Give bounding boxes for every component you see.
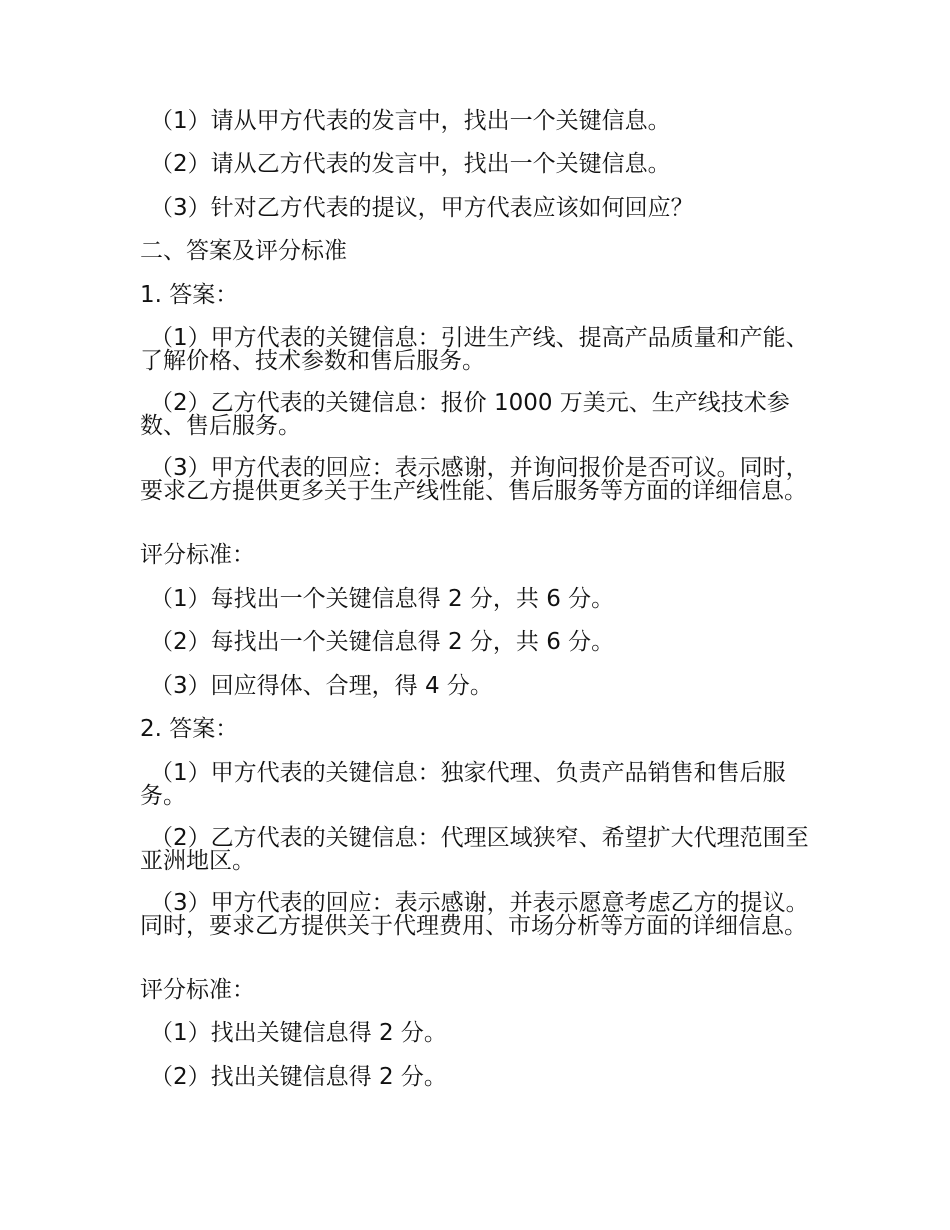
scoring-1-item-3: （3）回应得体、合理，得 4 分。 (150, 673, 493, 699)
section-heading: 二、答案及评分标准 (140, 238, 347, 264)
scoring-2-item-2: （2）找出关键信息得 2 分。 (150, 1064, 447, 1090)
question-1: （1）请从甲方代表的发言中，找出一个关键信息。 (150, 108, 671, 134)
scoring-2-item-1: （1）找出关键信息得 2 分。 (150, 1020, 447, 1046)
scoring-1-item-1: （1）每找出一个关键信息得 2 分，共 6 分。 (150, 586, 615, 612)
answer-1-item-1: （1）甲方代表的关键信息：引进生产线、提高产品质量和产能、了解价格、技术参数和售后服务。 (140, 325, 809, 374)
answer-2-item-2: （2）乙方代表的关键信息：代理区域狭窄、希望扩大代理范围至亚洲地区。 (140, 825, 809, 874)
answer-1-item-2: （2）乙方代表的关键信息：报价 1000 万美元、生产线技术参数、售后服务。 (140, 390, 790, 439)
answer-2-item-1: （1）甲方代表的关键信息：独家代理、负责产品销售和售后服务。 (140, 760, 786, 809)
answer-1-item-3: （3）甲方代表的回应：表示感谢，并询问报价是否可议。同时，要求乙方提供更多关于生产线性能、售后服务等方面的详细信息。 (140, 455, 809, 504)
scoring-1-heading: 评分标准： (140, 542, 255, 568)
scoring-2-heading: 评分标准： (140, 977, 255, 1003)
answer-2-item-3: （3）甲方代表的回应：表示感谢，并表示愿意考虑乙方的提议。同时，要求乙方提供关于代理费用、市场分析等方面的详细信息。 (140, 890, 809, 939)
scoring-1-item-2: （2）每找出一个关键信息得 2 分，共 6 分。 (150, 629, 615, 655)
answer-2-heading: 2. 答案： (140, 716, 239, 742)
answer-1-heading: 1. 答案： (140, 282, 239, 308)
question-2: （2）请从乙方代表的发言中，找出一个关键信息。 (150, 151, 671, 177)
question-3: （3）针对乙方代表的提议，甲方代表应该如何回应？ (150, 195, 694, 221)
